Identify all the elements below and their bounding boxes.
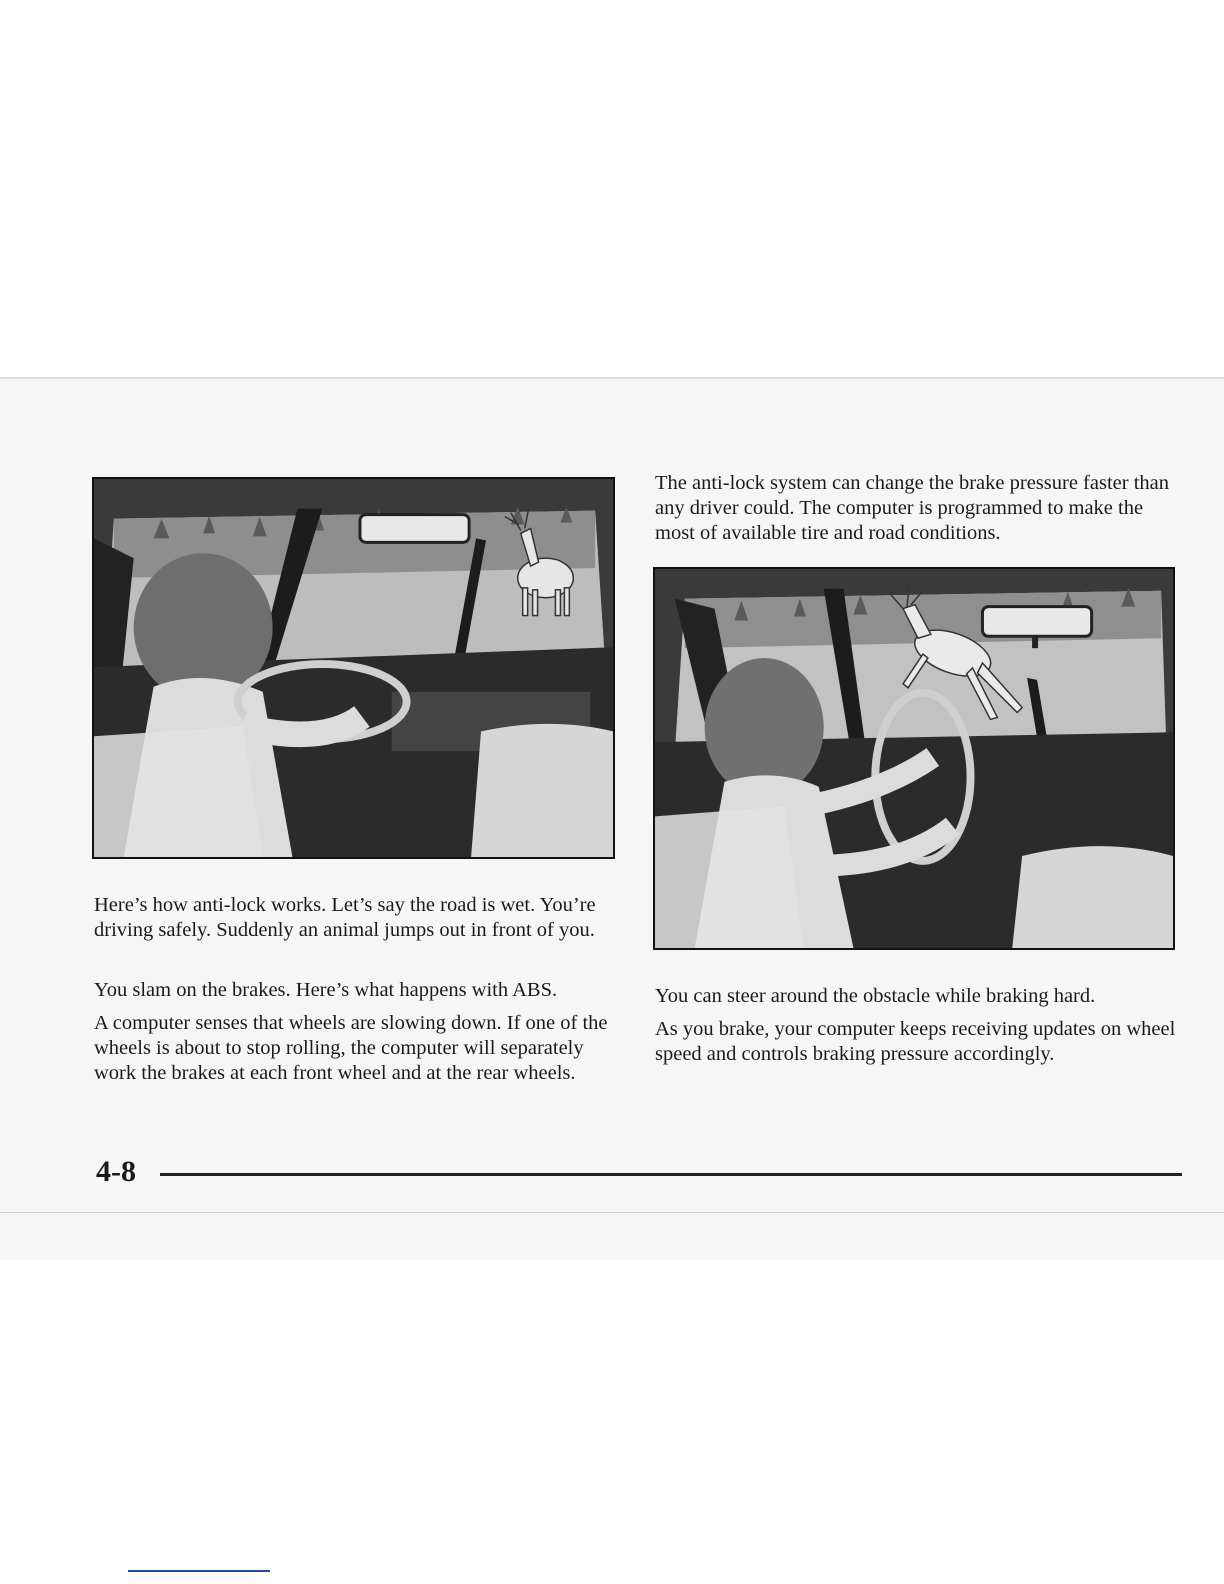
band-bottom-edge: [0, 1212, 1224, 1213]
right-paragraph-1: You can steer around the obstacle while braking hard.: [655, 985, 1096, 1007]
right-paragraph-2: As you brake, your computer keeps receiving updates on wheel speed and controls braking pressure accordingly.: [655, 1018, 1176, 1065]
left-paragraph-1: Here’s how anti-lock works. Let’s say the road is wet. You’re driving safely. Suddenly an animal jumps out in front of you.: [94, 894, 596, 941]
left-paragraph-2: You slam on the brakes. Here’s what happens with ABS.: [94, 979, 558, 1001]
left-paragraph-3: A computer senses that wheels are slowing down. If one of the wheels is about to stop rolling, the computer will separately work the brakes at each front wheel and at the rear wheels.: [94, 1012, 608, 1084]
illustration-driver-steers-around-deer: [653, 567, 1175, 950]
page-number: 4-8: [96, 1155, 136, 1188]
bottom-underline-mark: [128, 1570, 270, 1572]
footer-rule: [160, 1173, 1182, 1176]
illustration-driver-sees-deer: [92, 477, 615, 859]
right-intro-text: The anti-lock system can change the brake pressure faster than any driver could. The computer is programmed to make the most of available tire and road conditions.: [655, 472, 1169, 544]
band-top-edge: [0, 377, 1224, 379]
